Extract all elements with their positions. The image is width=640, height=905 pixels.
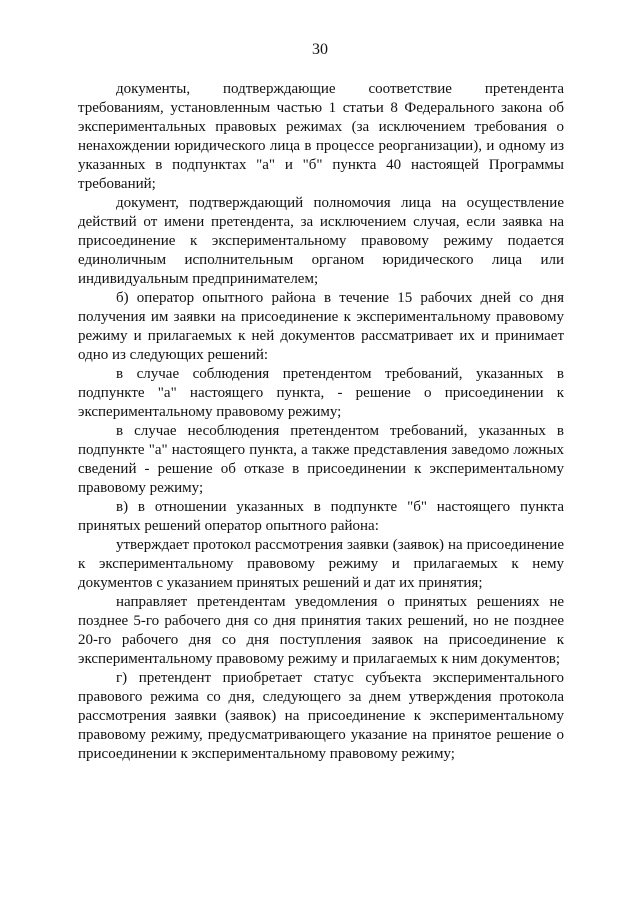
paragraph-item-g: г) претендент приобретает статус субъекта экспериментального правового режима со дня, следующего за днем утверждения протокола рассмотрения заявки (заявок) на присоединение к экспериментальному правовому режиму, предусматривающего указание на принятое решение о присоединении к экспериментальному правовому режиму; bbox=[78, 670, 564, 762]
paragraph-documents-confirming: документы, подтверждающие соответствие претендента требованиям, установленным частью 1 статьи 8 Федерального закона об экспериментальных правовых режимах (за исключением требования о ненахождении юридического лица в процессе реорганизации), и одному из указанных в подпунктах "а" и "б" пункта 40 настоящей Программы требований; bbox=[78, 81, 564, 192]
paragraph-protocol-approval: утверждает протокол рассмотрения заявки (заявок) на присоединение к экспериментальному правовому режиму и прилагаемых к нему документов с указанием принятых решений и дат их принятия; bbox=[78, 537, 564, 591]
page-number: 30 bbox=[312, 41, 328, 58]
paragraph-authority-document: документ, подтверждающий полномочия лица на осуществление действий от имени претендента, за исключением случая, если заявка на присоединение к экспериментальному правовому режиму подается единоличным исполнительным органом юридического лица или индивидуальным предпринимателем; bbox=[78, 195, 564, 287]
paragraph-compliance-decision: в случае соблюдения претендентом требований, указанных в подпункте "а" настоящего пункта, - решение о присоединении к экспериментальному правовому режиму; bbox=[78, 366, 564, 420]
paragraph-noncompliance-decision: в случае несоблюдения претендентом требований, указанных в подпункте "а" настоящего пункта, а также представления заведомо ложных сведений - решение об отказе в присоединении к экспериментальному правовому режиму; bbox=[78, 423, 564, 496]
paragraph-item-v: в) в отношении указанных в подпункте "б" настоящего пункта принятых решений оператор опытного района: bbox=[78, 499, 564, 534]
document-body bbox=[78, 80, 564, 764]
paragraph-notification: направляет претендентам уведомления о принятых решениях не позднее 5-го рабочего дня со дня принятия таких решений, но не позднее 20-го рабочего дня со дня поступления заявок на присоединение к экспериментальному правовому режиму и прилагаемых к ним документов; bbox=[78, 594, 564, 667]
paragraph-item-b: б) оператор опытного района в течение 15 рабочих дней со дня получения им заявки на присоединение к экспериментальному правовому режиму и прилагаемых к ней документов рассматривает их и принимает одно из следующих решений: bbox=[78, 290, 564, 363]
